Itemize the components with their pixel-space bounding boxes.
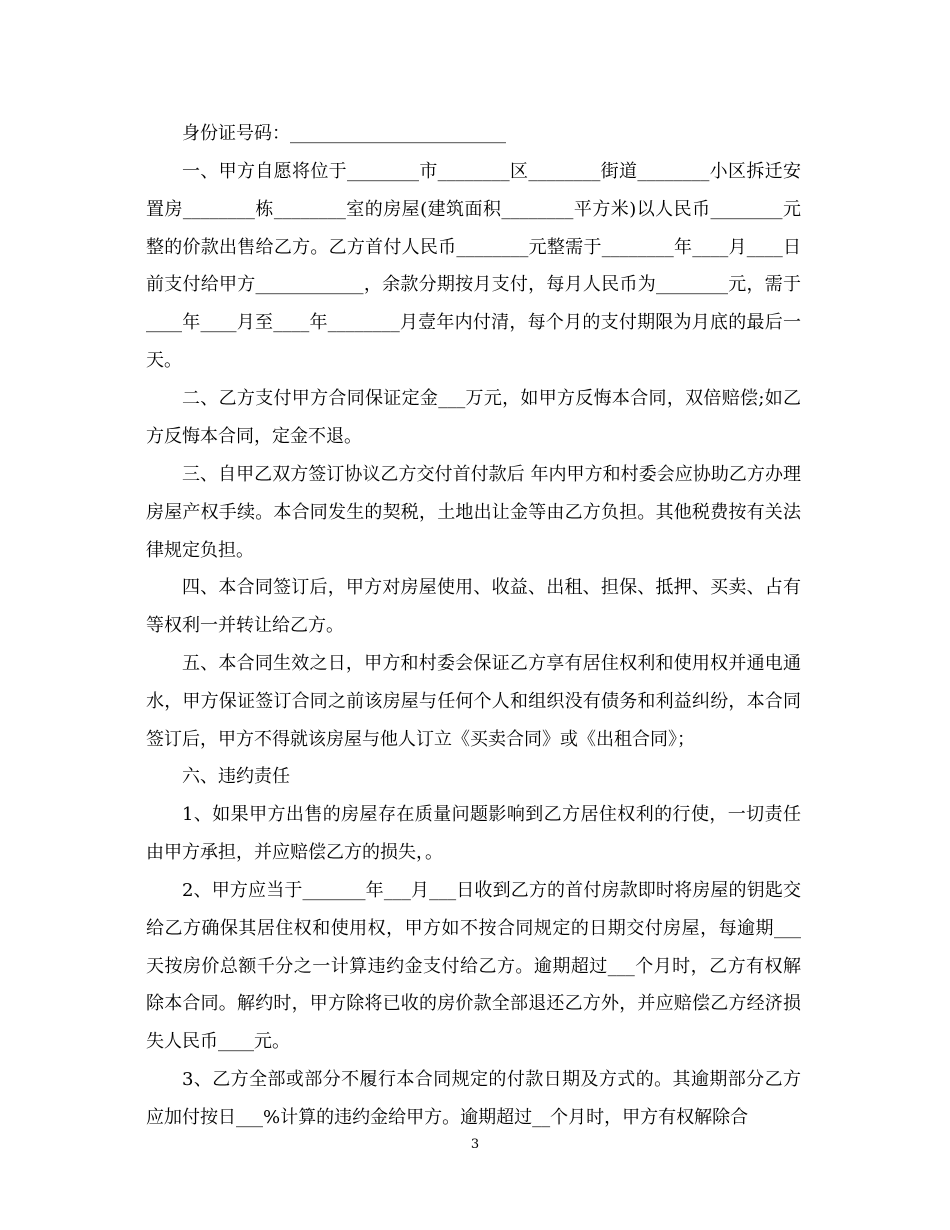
liability-item-3: 3、乙方全部或部分不履行本合同规定的付款日期及方式的。其逾期部分乙方应加付按日___%计算的违约金给甲方。逾期超过__个月时，甲方有权解除合 <box>146 1069 801 1128</box>
liability-item-1: 1、如果甲方出售的房屋存在质量问题影响到乙方居住权利的行使，一切责任由甲方承担，并应赔偿乙方的损失，。 <box>146 804 801 863</box>
page-number: 3 <box>470 1137 480 1152</box>
clause-5-paragraph: 五、本合同生效之日，甲方和村委会保证乙方享有居住权利和使用权并通电通水，甲方保证签订合同之前该房屋与任何个人和组织没有债务和利益纠纷，本合同签订后，甲方不得就该房屋与他人订立《买卖合同》或《出租合同》； <box>146 653 801 750</box>
clause-3-paragraph: 三、自甲乙双方签订协议乙方交付首付款后 年内甲方和村委会应协助乙方办理房屋产权手续。本合同发生的契税，土地出让金等由乙方负担。其他税费按有关法律规定负担。 <box>146 464 801 561</box>
id-number-line: 身份证号码：________________________ <box>182 123 506 144</box>
clause-2-paragraph: 二、乙方支付甲方合同保证定金___万元，如甲方反悔本合同，双倍赔偿;如乙方反悔本合同，定金不退。 <box>146 388 801 447</box>
clause-4-paragraph: 四、本合同签订后，甲方对房屋使用、收益、出租、担保、抵押、买卖、占有等权利一并转让给乙方。 <box>146 577 801 636</box>
clause-1-paragraph: 一、甲方自愿将位于________市________区________街道________小区拆迁安置房________栋________室的房屋(建筑面积________平方米)以人民币________元整的价款出售给乙方。乙方首付人民币________元整需于________年____月____日前支付给甲方____________，余款分期按月支付，每月人民币为________元，需于____年____月至____年________月壹年内付清，每个月的支付期限为月底的最后一天。 <box>146 161 801 371</box>
clause-6-heading: 六、违约责任 <box>182 766 290 787</box>
liability-item-2: 2、甲方应当于_______年___月___日收到乙方的首付房款即时将房屋的钥匙交给乙方确保其居住权和使用权，甲方如不按合同规定的日期交付房屋，每逾期___天按房价总额千分之一计算违约金支付给乙方。逾期超过___个月时，乙方有权解除本合同。解约时，甲方除将已收的房价款全部退还乙方外，并应赔偿乙方经济损失人民币____元。 <box>146 880 801 1053</box>
